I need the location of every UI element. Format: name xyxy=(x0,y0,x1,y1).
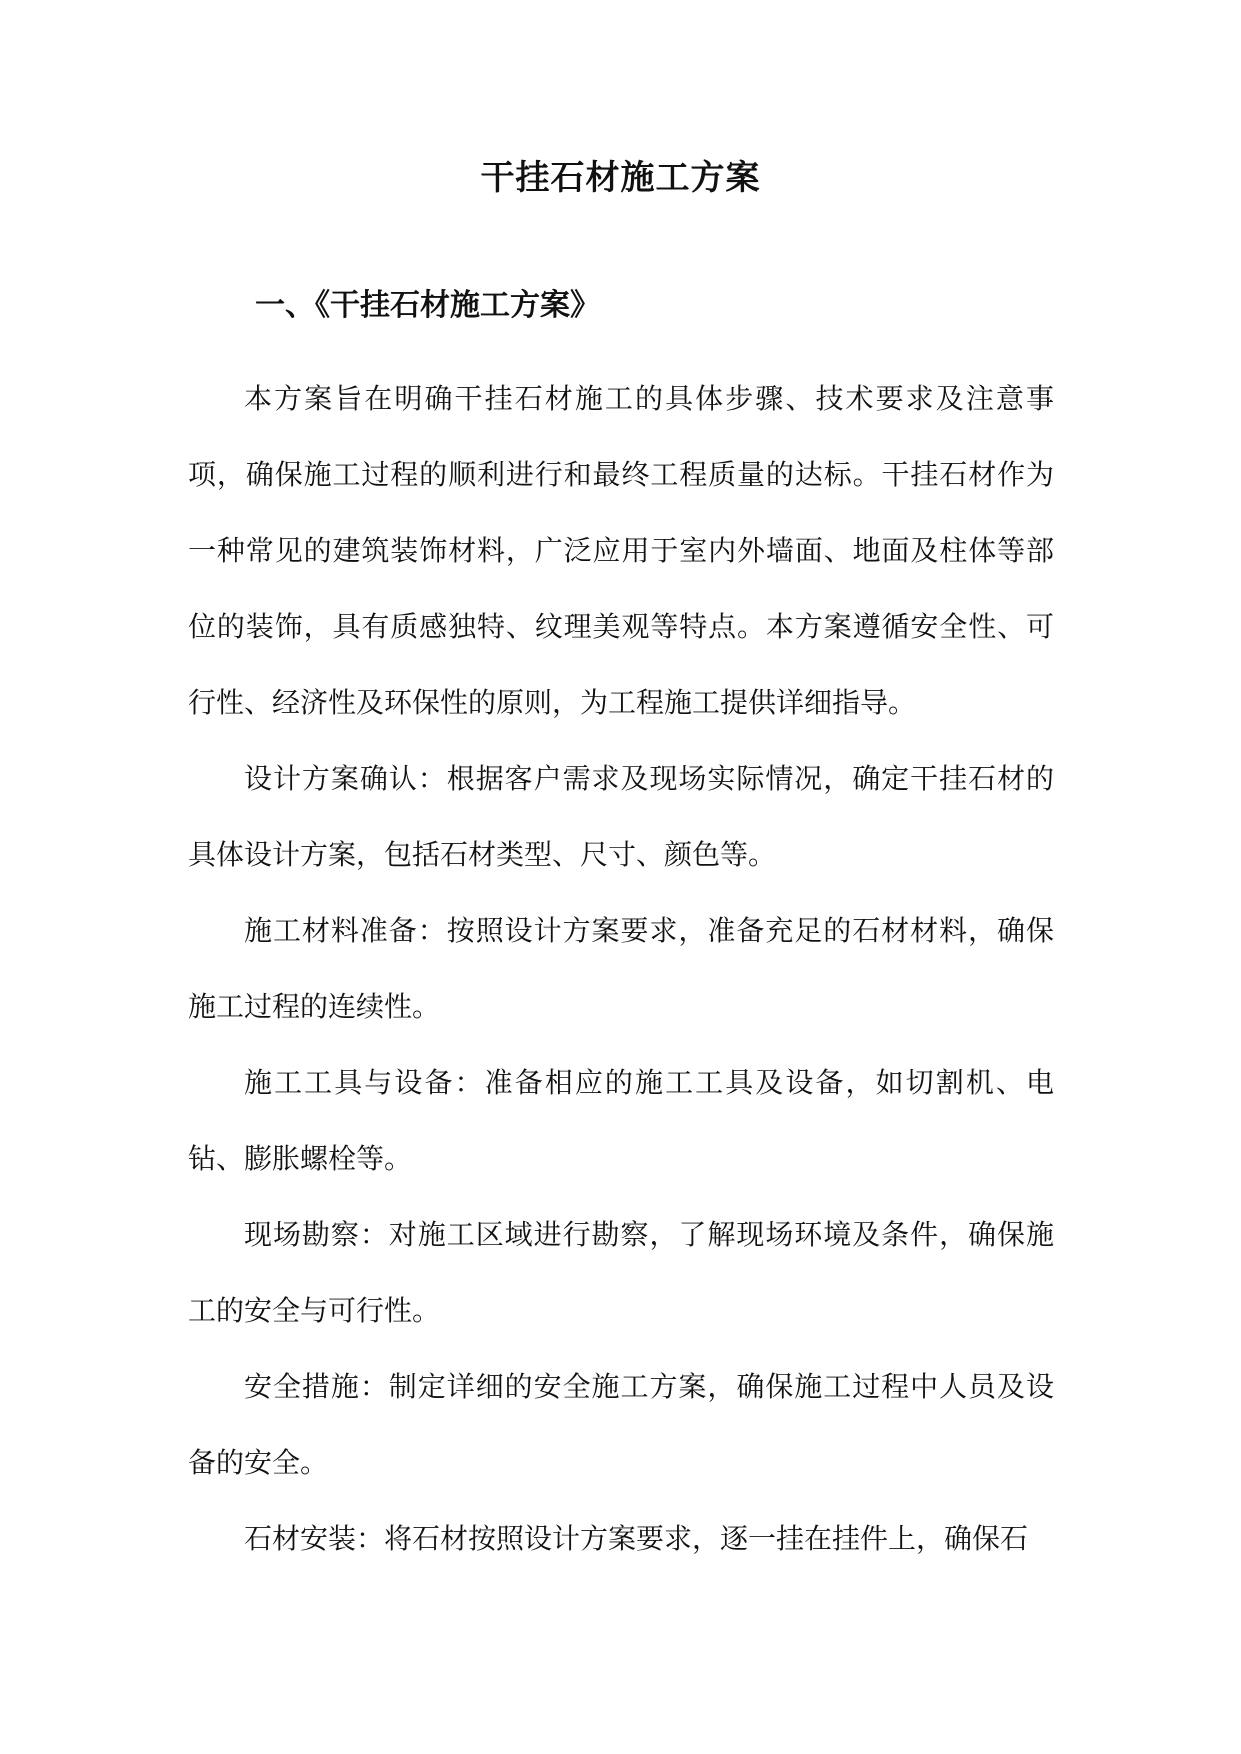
paragraph-intro: 本方案旨在明确干挂石材施工的具体步骤、技术要求及注意事项，确保施工过程的顺利进行和最终工程质量的达标。干挂石材作为一种常见的建筑装饰材料，广泛应用于室内外墙面、地面及柱体等部位的装饰，具有质感独特、纹理美观等特点。本方案遵循安全性、可行性、经济性及环保性的原则，为工程施工提供详细指导。 xyxy=(188,382,1054,719)
paragraph-design-confirmation: 设计方案确认：根据客户需求及现场实际情况，确定干挂石材的具体设计方案，包括石材类型、尺寸、颜色等。 xyxy=(188,762,1054,871)
body-text xyxy=(188,361,1054,1577)
section-heading: 一、《干挂石材施工方案》 xyxy=(255,288,600,323)
paragraph-stone-installation: 石材安装：将石材按照设计方案要求，逐一挂在挂件上，确保石 xyxy=(244,1522,1029,1555)
paragraph-material-preparation: 施工材料准备：按照设计方案要求，准备充足的石材材料，确保施工过程的连续性。 xyxy=(188,914,1054,1023)
paragraph-safety-measures: 安全措施：制定详细的安全施工方案，确保施工过程中人员及设备的安全。 xyxy=(188,1370,1054,1479)
document-title: 干挂石材施工方案 xyxy=(480,158,761,198)
paragraph-tools-equipment: 施工工具与设备：准备相应的施工工具及设备，如切割机、电钻、膨胀螺栓等。 xyxy=(188,1066,1054,1175)
paragraph-site-survey: 现场勘察：对施工区域进行勘察，了解现场环境及条件，确保施工的安全与可行性。 xyxy=(188,1218,1054,1327)
